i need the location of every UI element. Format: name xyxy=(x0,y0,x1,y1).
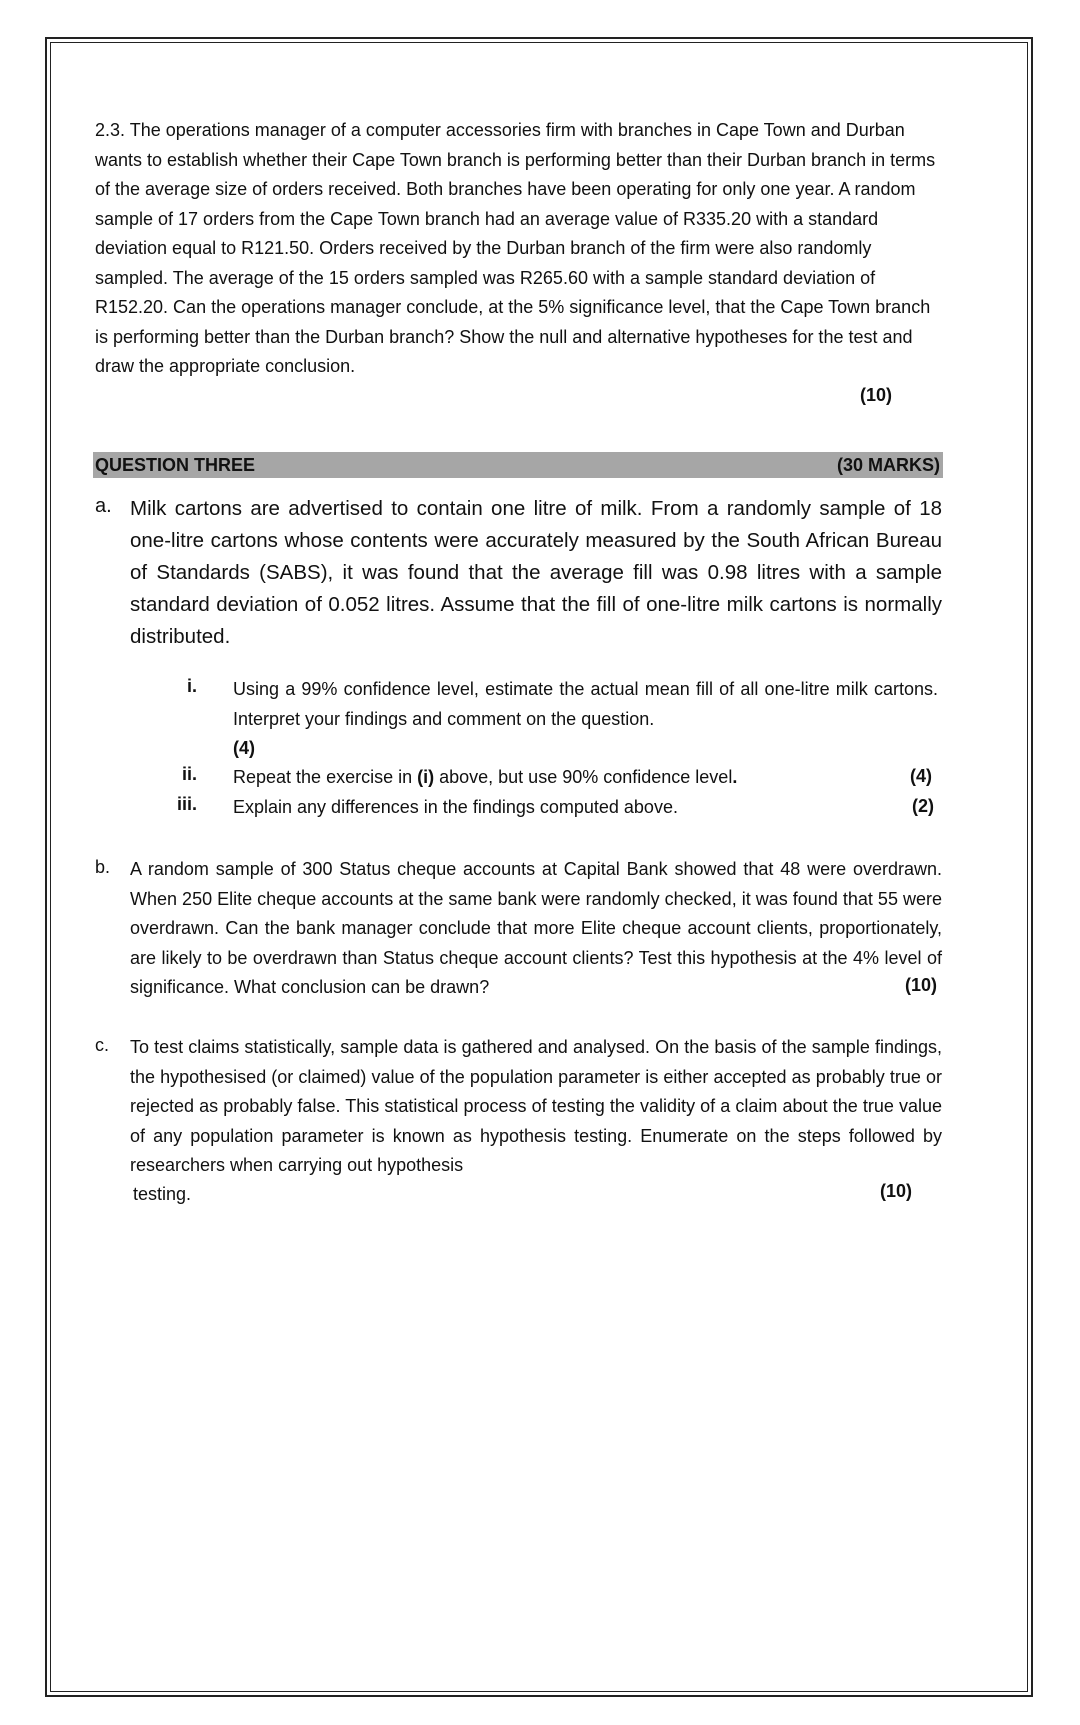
part-a-i-numeral: i. xyxy=(186,676,197,696)
part-a-letter: a. xyxy=(95,495,112,517)
part-a-i-body: Using a 99% confidence level, estimate the actual mean fill of all one-litre milk cartons. Interpret your findings and comment on the question. xyxy=(233,679,938,729)
part-b-letter: b. xyxy=(95,857,111,877)
question-three-title: QUESTION THREE xyxy=(95,455,256,475)
question-2-3-text: 2.3. The operations manager of a computer accessories firm with branches in Cape Town and Durban wants to establish whether their Cape Town branch is performing better than their Durban branch in terms of the average size of orders received. Both branches have been operating for only one year. A random sample of 17 orders from the Cape Town branch had an average value of R335.20 with a standard deviation equal to R121.50. Orders received by the Durban branch of the firm were also randomly sampled. The average of the 15 orders sampled was R265.60 with a sample standard deviation of R152.20. Can the operations manager conclude, at the 5% significance level, that the Cape Town branch is performing better than the Durban branch? Show the null and alternative hypotheses for the test and draw the appropriate conclusion. xyxy=(95,120,936,376)
part-a-ii-period: . xyxy=(732,767,738,787)
part-a-i-marks: (4) xyxy=(233,738,255,758)
part-a-ii-ref: (i) xyxy=(417,767,435,787)
part-b-marks: (10) xyxy=(905,975,938,995)
part-a-text: Milk cartons are advertised to contain one litre of milk. From a randomly sample of 18 one-litre cartons whose contents were accurately measured by the South African Bureau of Standards (SABS), it was found that the average fill was 0.98 litres with a sample standard deviation of 0.052 litres. Assume that the fill of one-litre milk cartons is normally distributed. xyxy=(130,497,942,648)
part-a-ii-marks: (4) xyxy=(910,766,932,786)
part-b-text: A random sample of 300 Status cheque accounts at Capital Bank showed that 48 were overdrawn. When 250 Elite cheque accounts at the same bank were randomly checked, it was found that 55 were overdrawn. Can the bank manager conclude that more Elite cheque account clients, proportionately, are likely to be overdrawn than Status cheque account clients? Test this hypothesis at the 4% level of significance. What conclusion can be drawn? xyxy=(130,859,942,997)
question-three-marks: (30 MARKS) xyxy=(836,455,940,475)
part-a-ii-numeral: ii. xyxy=(181,764,197,784)
part-a-iii-marks: (2) xyxy=(912,796,934,816)
part-a-ii-text xyxy=(233,763,853,793)
part-c-text: To test claims statistically, sample data is gathered and analysed. On the basis of the sample findings, the hypothesised (or claimed) value of the population parameter is either accepted as probably true or rejected as probably false. This statistical process of testing the validity of a claim about the true value of any population parameter is known as hypothesis testing. Enumerate on the steps followed by researchers when carrying out hypothesis xyxy=(130,1037,942,1175)
question-three-header xyxy=(93,452,943,478)
part-a-ii-body-end: above, but use 90% confidence level xyxy=(434,767,733,787)
part-c-marks: (10) xyxy=(880,1181,913,1201)
part-a-iii-text: Explain any differences in the findings computed above. xyxy=(233,797,678,817)
question-2-3-marks: (10) xyxy=(860,385,893,405)
part-a-i-text xyxy=(233,675,938,764)
part-c-last-line: testing. xyxy=(133,1184,192,1204)
part-a-ii-body-start: Repeat the exercise in xyxy=(233,767,418,787)
part-c-letter: c. xyxy=(95,1035,110,1055)
part-a-iii-numeral: iii. xyxy=(176,794,197,814)
